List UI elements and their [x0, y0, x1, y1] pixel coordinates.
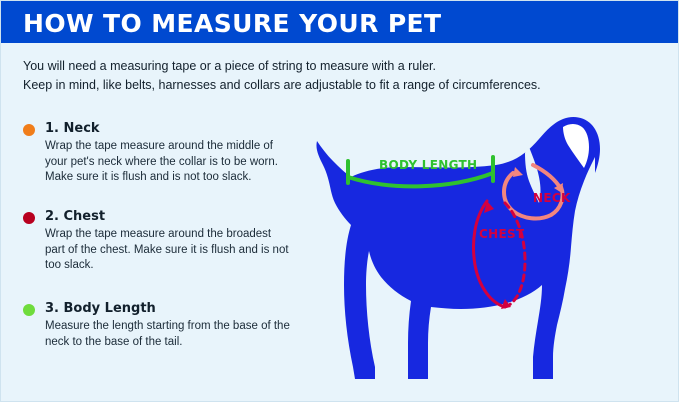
step-title-body-length: 3. Body Length [45, 301, 156, 316]
step-body-length [23, 301, 293, 350]
step-body-neck: Wrap the tape measure around the middle of your pet's neck where the collar is to be worn. Make sure it is flush and is not too slack. [45, 140, 278, 183]
intro-line-1: You will need a measuring tape or a piece of string to measure with a ruler. [23, 59, 436, 73]
step-title-chest: 2. Chest [45, 209, 106, 224]
bullet-icon-chest [23, 212, 35, 224]
annotation-neck: NECK [533, 191, 571, 205]
intro-line-2: Keep in mind, like belts, harnesses and collars are adjustable to fit a range of circumferences. [23, 78, 541, 92]
step-body-chest: Wrap the tape measure around the broadest part of the chest. Make sure it is flush and is not too slack. [45, 228, 289, 271]
step-neck [23, 121, 293, 186]
bullet-icon-body-length [23, 304, 35, 316]
step-body-body-length: Measure the length starting from the base of the neck to the base of the tail. [45, 320, 290, 348]
dog-silhouette-icon [316, 117, 600, 379]
step-chest [23, 209, 293, 274]
header-bar [1, 1, 679, 43]
step-title-neck: 1. Neck [45, 121, 100, 136]
bullet-icon-neck [23, 124, 35, 136]
dog-illustration [301, 61, 671, 399]
annotation-body-length: BODY LENGTH [379, 158, 478, 172]
annotation-chest: CHEST [479, 227, 525, 241]
page-title: HOW TO MEASURE YOUR PET [23, 9, 442, 38]
